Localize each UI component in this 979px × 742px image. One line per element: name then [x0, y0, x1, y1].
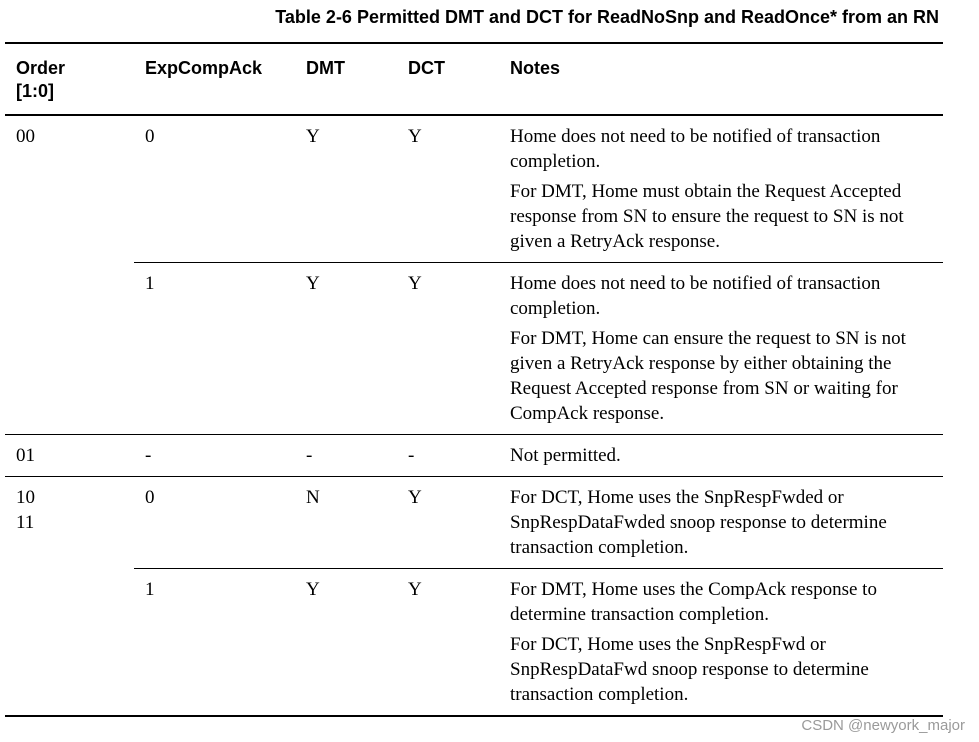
notes-cell	[499, 477, 943, 569]
order-cell: 01	[5, 435, 134, 477]
notes-cell	[499, 569, 943, 717]
table-row	[5, 115, 943, 263]
dct-cell: Y	[397, 477, 499, 569]
note-paragraph: For DMT, Home must obtain the Request Accepted response from SN to ensure the request to SN is not given a RetryAck response.	[510, 181, 904, 252]
header-order-line2: [1:0]	[16, 81, 55, 101]
dct-cell: Y	[397, 263, 499, 435]
header-row	[5, 44, 943, 115]
header-dct: DCT	[408, 58, 445, 78]
dmt-cell: -	[295, 435, 397, 477]
dmt-cell: Y	[295, 569, 397, 717]
table-title: Table 2-6 Permitted DMT and DCT for ReadNoSnp and ReadOnce* from an RN	[275, 7, 939, 27]
watermark: CSDN @newyork_major	[801, 717, 965, 734]
header-notes: Notes	[510, 58, 561, 78]
table-row	[5, 263, 943, 435]
order-cell: 00	[16, 126, 35, 147]
header-dmt: DMT	[306, 58, 345, 78]
dmt-cell: N	[295, 477, 397, 569]
dct-cell: -	[397, 435, 499, 477]
dmt-dct-table	[5, 44, 943, 717]
table-row	[5, 477, 943, 569]
header-order	[5, 44, 134, 115]
note-paragraph: For DCT, Home uses the SnpRespFwded or SnpRespDataFwded snoop response to determine transaction completion.	[510, 487, 887, 558]
table-row	[5, 435, 943, 477]
expcompack-cell: -	[134, 435, 295, 477]
dct-cell: Y	[397, 569, 499, 717]
note-paragraph: Home does not need to be notified of transaction completion.	[510, 273, 881, 319]
order-cell	[5, 569, 134, 717]
notes-cell	[499, 435, 943, 477]
notes-cell	[499, 263, 943, 435]
order-cell	[5, 477, 134, 569]
order-value: 10	[16, 487, 35, 508]
note-paragraph: Home does not need to be notified of transaction completion.	[510, 126, 881, 172]
header-expcompack: ExpCompAck	[145, 58, 263, 78]
header-order-line1: Order	[16, 58, 66, 78]
order-cell	[5, 263, 134, 435]
expcompack-cell: 1	[134, 263, 295, 435]
note-paragraph: For DMT, Home can ensure the request to SN is not given a RetryAck response by either obtaining the Request Accepted response from SN or waiting for CompAck response.	[510, 328, 906, 424]
note-paragraph: For DCT, Home uses the SnpRespFwd or SnpRespDataFwd snoop response to determine transaction completion.	[510, 634, 869, 705]
dmt-cell: Y	[295, 263, 397, 435]
note-paragraph: Not permitted.	[510, 445, 621, 466]
order-value: 11	[16, 512, 35, 533]
note-paragraph: For DMT, Home uses the CompAck response to determine transaction completion.	[510, 579, 877, 625]
notes-cell	[499, 115, 943, 263]
expcompack-cell: 0	[134, 115, 295, 263]
expcompack-cell: 0	[134, 477, 295, 569]
dmt-cell: Y	[295, 115, 397, 263]
table-row	[5, 569, 943, 717]
expcompack-cell: 1	[134, 569, 295, 717]
dct-cell: Y	[397, 115, 499, 263]
